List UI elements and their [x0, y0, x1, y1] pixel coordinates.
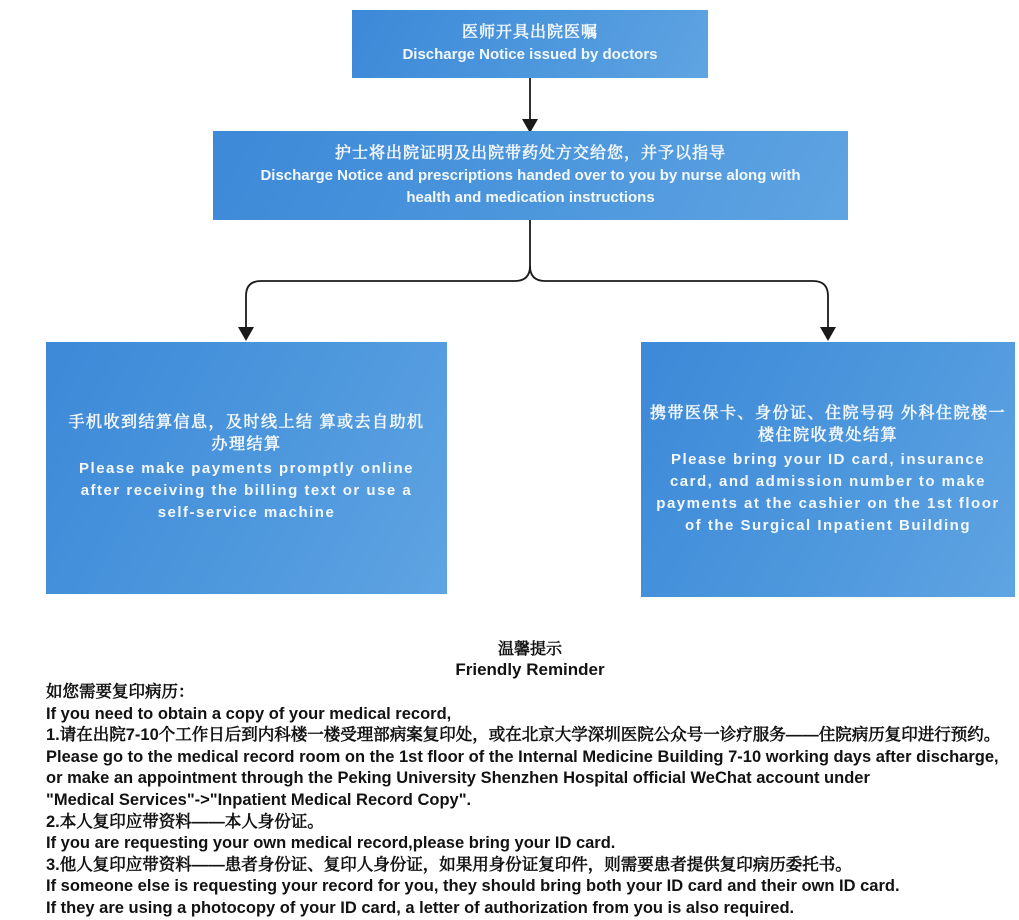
arrowhead-icon	[238, 327, 254, 341]
flow-box-nurse-handover	[213, 131, 848, 220]
flow-box-cashier-payment-en: Please bring your ID card, insurance card, and admission number to make payments at the cashier on the 1st floor of the Surgical Inpatient Building	[656, 450, 1000, 534]
flow-box-discharge-notice	[352, 10, 708, 78]
reminder-line: 2.本人复印应带资料——本人身份证。	[46, 812, 324, 831]
reminder-body	[46, 682, 1011, 920]
flow-box-nurse-handover-en: Discharge Notice and prescriptions handed over to you by nurse along with health and medication instructions	[260, 166, 801, 206]
flow-box-nurse-handover-zh: 护士将出院证明及出院带药处方交给您，并予以指导	[334, 144, 726, 162]
flow-box-online-payment-zh: 手机收到结算信息，及时线上结 算或去自助机办理结算	[68, 414, 425, 453]
reminder-line: 如您需要复印病历：	[46, 683, 195, 701]
reminder-line: "Medical Services"->"Inpatient Medical Record Copy".	[46, 790, 472, 809]
flow-box-cashier-payment	[641, 342, 1015, 597]
reminder-line: If you need to obtain a copy of your medical record,	[46, 704, 452, 723]
arrowhead-icon	[820, 327, 836, 341]
flow-box-discharge-notice-en: Discharge Notice issued by doctors	[402, 46, 658, 63]
flow-box-online-payment-en: Please make payments promptly online after receiving the billing text or use a self-service machine	[79, 460, 414, 521]
reminder-line: 1.请在出院7-10个工作日后到内科楼一楼受理部病案复印处，或在北京大学深圳医院公众号一诊疗服务——住院病历复印进行预约。	[46, 726, 1001, 745]
flow-box-cashier-payment-zh: 携带医保卡、身份证、住院号码 外科住院楼一楼住院收费处结算	[650, 404, 1006, 444]
reminder-title-en: Friendly Reminder	[455, 660, 605, 679]
reminder-title-zh: 温馨提示	[497, 641, 563, 658]
flow-box-online-payment	[46, 342, 447, 594]
flow-box-discharge-notice-zh: 医师开具出院医嘱	[461, 24, 598, 41]
split-connector-left	[246, 220, 530, 328]
reminder-line: If someone else is requesting your record for you, they should bring both your ID card and their own ID card.	[46, 877, 900, 896]
reminder-line: 3.他人复印应带资料——患者身份证、复印人身份证，如果用身份证复印件，则需要患者提供复印病历委托书。	[46, 855, 852, 874]
reminder-line: If they are using a photocopy of your ID card, a letter of authorization from you is also required.	[46, 898, 795, 917]
split-connector-right	[530, 266, 828, 328]
reminder-line: Please go to the medical record room on the 1st floor of the Internal Medicine Building 7-10 working days after discharge,	[46, 747, 999, 766]
reminder-line: or make an appointment through the Peking University Shenzhen Hospital official WeChat account under	[46, 769, 870, 788]
reminder-line: If you are requesting your own medical record,please bring your ID card.	[46, 834, 616, 853]
